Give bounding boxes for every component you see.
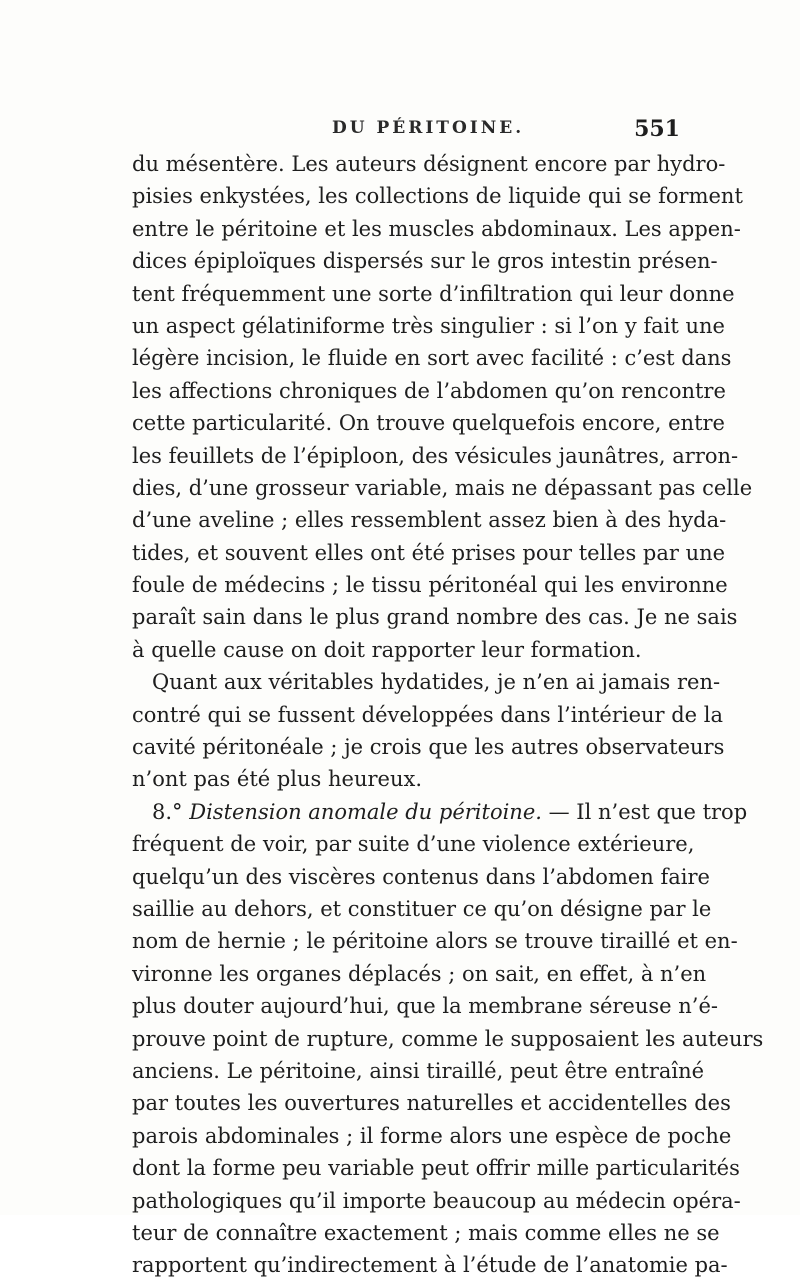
text-line: entre le péritoine et les muscles abdominaux. Les appen- <box>132 216 741 241</box>
text-line: paraît sain dans le plus grand nombre des cas. Je ne sais <box>132 605 738 630</box>
text-line: dies, d’une grosseur variable, mais ne dépassant pas celle <box>132 475 753 500</box>
text-line: cette particularité. On trouve quelquefois encore, entre <box>132 411 725 436</box>
text-line: dont la forme peu variable peut offrir mille particularités <box>132 1156 740 1181</box>
text-line: vironne les organes déplacés ; on sait, en effet, à n’en <box>132 961 707 986</box>
text-line: rapportent qu’indirectement à l’étude de l’anatomie pa- <box>132 1253 728 1278</box>
text-line: parois abdominales ; il forme alors une espèce de poche <box>132 1123 732 1148</box>
text-line: anciens. Le péritoine, ainsi tiraillé, peut être entraîné <box>132 1058 705 1083</box>
section-heading-line <box>132 796 748 828</box>
text-line: nom de hernie ; le péritoine alors se trouve tiraillé et en- <box>132 929 738 954</box>
text-line: prouve point de rupture, comme le supposaient les auteurs <box>132 1026 764 1051</box>
text-line: contré qui se fussent développées dans l’intérieur de la <box>132 702 724 727</box>
text-line: un aspect gélatiniforme très singulier : si l’on y fait une <box>132 313 725 338</box>
text-line: n’ont pas été plus heureux. <box>132 767 422 792</box>
text-line: quelqu’un des viscères contenus dans l’abdomen faire <box>132 864 710 889</box>
text-line: du mésentère. Les auteurs désignent encore par hydro- <box>132 152 726 176</box>
text-line: les affections chroniques de l’abdomen qu’on rencontre <box>132 378 726 403</box>
text-line: teur de connaître exactement ; mais comme elles ne se <box>132 1220 720 1245</box>
running-head: DU PÉRITOINE. <box>332 118 525 138</box>
text-line: tent fréquemment une sorte d’infiltration qui leur donne <box>132 281 735 306</box>
text-line: foule de médecins ; le tissu péritonéal qui les environne <box>132 573 728 598</box>
text-line: pathologiques qu’il importe beaucoup au médecin opéra- <box>132 1188 741 1213</box>
text-line: fréquent de voir, par suite d’une violence extérieure, <box>132 832 695 857</box>
page-header <box>132 116 680 146</box>
text-line: Quant aux véritables hydatides, je n’en ai jamais ren- <box>152 670 721 695</box>
text-line: les feuillets de l’épiploon, des vésicules jaunâtres, arron- <box>132 443 739 468</box>
text-line: cavité péritonéale ; je crois que les autres observateurs <box>132 735 725 760</box>
text-line: pisies enkystées, les collections de liquide qui se forment <box>132 184 743 209</box>
text-line: légère incision, le fluide en sort avec facilité : c’est dans <box>132 346 732 371</box>
text-line: dices épiploïques dispersés sur le gros intestin présen- <box>132 249 718 274</box>
body-text <box>132 148 764 1282</box>
section-title: Distension anomale du péritoine. <box>189 799 542 824</box>
text-line: plus douter aujourd’hui, que la membrane séreuse n’é- <box>132 994 718 1019</box>
text-line: saillie au dehors, et constituer ce qu’on désigne par le <box>132 896 712 921</box>
text-fragment: — Il n’est que trop <box>548 799 748 824</box>
text-line: tides, et souvent elles ont été prises pour telles par une <box>132 540 726 565</box>
text-line: à quelle cause on doit rapporter leur formation. <box>132 637 642 662</box>
text-line: d’une aveline ; elles ressemblent assez bien à des hyda- <box>132 508 727 533</box>
text-line: par toutes les ouvertures naturelles et accidentelles des <box>132 1091 731 1116</box>
section-number: 8.° <box>152 799 183 824</box>
page-number: 551 <box>634 116 680 142</box>
